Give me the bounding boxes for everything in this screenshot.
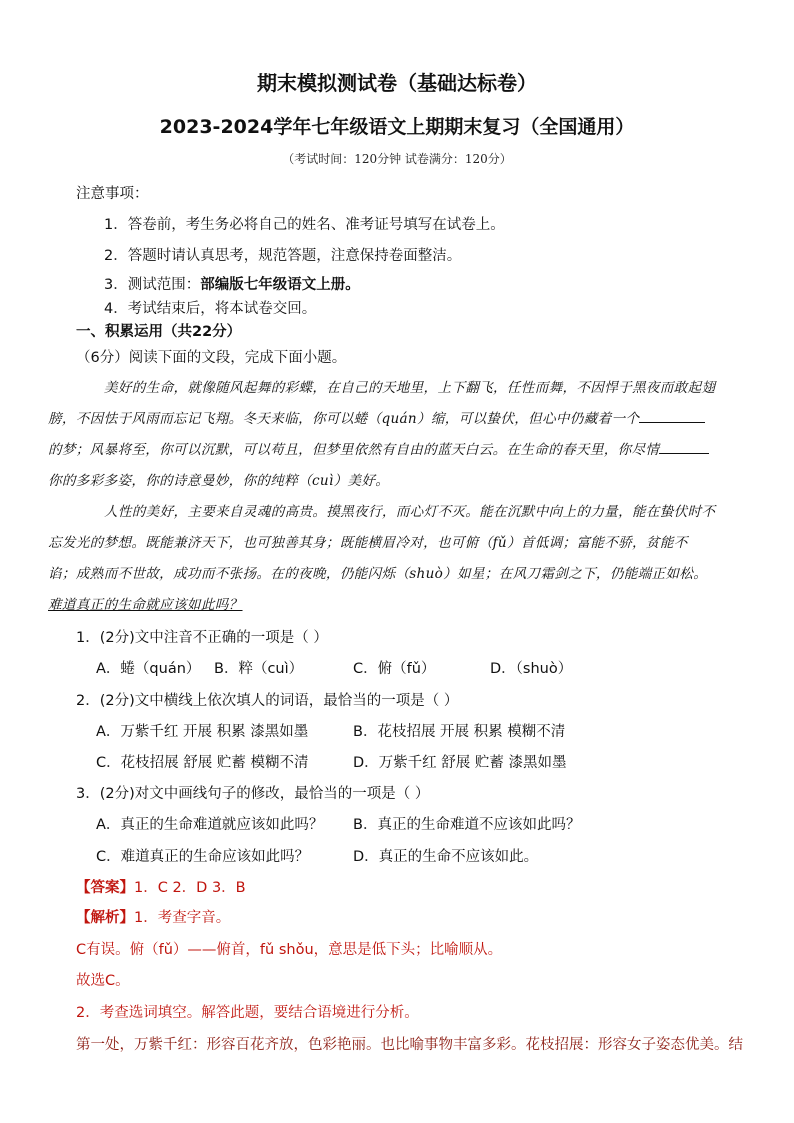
note-item-1: 1．答卷前，考生务必将自己的姓名、准考证号填写在试卷上。	[104, 217, 505, 233]
answer-label: 【答案】	[76, 880, 134, 896]
reading-passage	[48, 373, 726, 621]
analysis-line-2: C有误。俯（fǔ）——俯首，fǔ shǒu，意思是低下头；比喻顺从。	[76, 942, 503, 958]
passage-p1-a: 美好的生命，就像随风起舞的彩蝶，在自己的天地里，上下翻飞，任性而舞，不因悍于黑夜而敢起翅	[104, 380, 716, 396]
question-2-stem: 2．(2分)文中横线上依次填人的词语，最恰当的一项是（ ）	[76, 693, 459, 709]
underlined-sentence: 难道真正的生命就应该如此吗？	[48, 597, 243, 613]
passage-p1	[48, 373, 726, 497]
question-3-stem: 3．(2分)对文中画线句子的修改，最恰当的一项是（ ）	[76, 786, 430, 802]
analysis-line-4: 2．考查选词填空。解答此题，要结合语境进行分析。	[76, 1005, 419, 1021]
analysis-text-1: 1．考查字音。	[134, 910, 231, 926]
question-1-option-d: D．（shuò）	[490, 661, 573, 677]
answer-line	[76, 876, 246, 897]
question-3-option-d: D．真正的生命不应该如此。	[353, 849, 539, 865]
passage-p1-c: 的梦；风暴将至，你可以沉默，可以苟且，但梦里依然有自由的蓝天白云。在生命的春天里，你尽情	[48, 442, 660, 458]
blank-2	[659, 439, 709, 454]
note-scope: 部编版七年级语文上册。	[200, 277, 360, 293]
question-1-stem: 1．(2分)文中注音不正确的一项是（ ）	[76, 630, 328, 646]
passage-p1-d: 你的多彩多姿，你的诗意曼妙，你的纯粹（cuì）美好。	[48, 473, 390, 489]
question-2-option-b: B．花枝招展 开展 积累 模糊不清	[353, 724, 566, 740]
note-item-3	[104, 273, 360, 294]
question-1-option-b: B．粹（cuì）	[214, 661, 304, 677]
analysis-line-5: 第一处，万紫千红：形容百花齐放，色彩艳丽。也比喻事物丰富多彩。花枝招展：形容女子姿态优美。结	[76, 1037, 743, 1053]
exam-title: 期末模拟测试卷（基础达标卷）	[257, 71, 537, 95]
section-heading: 一、积累运用（共22分）	[76, 324, 242, 340]
passage-p1-b: 膀，不因怯于风雨而忘记飞翔。冬天来临，你可以蜷（quán）缩，可以蛰伏，但心中仍藏着一个	[48, 411, 640, 427]
answer-text: 1．C 2．D 3．B	[134, 880, 246, 896]
passage-p2-b: 忘发光的梦想。既能兼济天下，也可独善其身；既能横眉冷对，也可俯（fǔ）首低调；富能不骄，贫能不	[48, 535, 688, 551]
note-item-3-label: 3．测试范围：	[104, 277, 201, 293]
question-2-option-a: A．万紫千红 开展 积累 漆黑如墨	[96, 724, 309, 740]
passage-p2	[48, 497, 726, 621]
blank-1	[639, 408, 705, 423]
analysis-label: 【解析】	[76, 910, 134, 926]
analysis-line-1	[76, 906, 230, 927]
note-item-2: 2．答题时请认真思考，规范答题，注意保持卷面整洁。	[104, 248, 462, 264]
notes-heading: 注意事项：	[76, 186, 149, 202]
question-1-option-c: C．俯（fǔ）	[353, 661, 436, 677]
question-1-option-a: A．蜷（quán）	[96, 661, 201, 677]
analysis-line-3: 故选C。	[76, 973, 130, 989]
passage-p2-a: 人性的美好，主要来自灵魂的高贵。摸黑夜行，而心灯不灭。能在沉默中向上的力量，能在蛰伏时不	[104, 504, 716, 520]
question-3-option-c: C．难道真正的生命应该如此吗？	[96, 849, 310, 865]
note-item-4: 4．考试结束后，将本试卷交回。	[104, 301, 317, 317]
passage-p2-c: 谄；成熟而不世故，成功而不张扬。在的夜晚，仍能闪烁（shuò）如星；在风刀霜剑之下，仍能端正如松。	[48, 566, 708, 582]
question-2-option-c: C．花枝招展 舒展 贮蓄 模糊不清	[96, 755, 309, 771]
exam-info: （考试时间：120分钟 试卷满分：120分）	[282, 152, 512, 166]
section-intro: （6分）阅读下面的文段，完成下面小题。	[76, 350, 347, 366]
question-2-option-d: D．万紫千红 舒展 贮蓄 漆黑如墨	[353, 755, 567, 771]
exam-subtitle: 2023-2024学年七年级语文上期期末复习（全国通用）	[159, 116, 635, 138]
question-3-option-b: B．真正的生命难道不应该如此吗？	[353, 817, 581, 833]
question-3-option-a: A．真正的生命难道就应该如此吗？	[96, 817, 324, 833]
